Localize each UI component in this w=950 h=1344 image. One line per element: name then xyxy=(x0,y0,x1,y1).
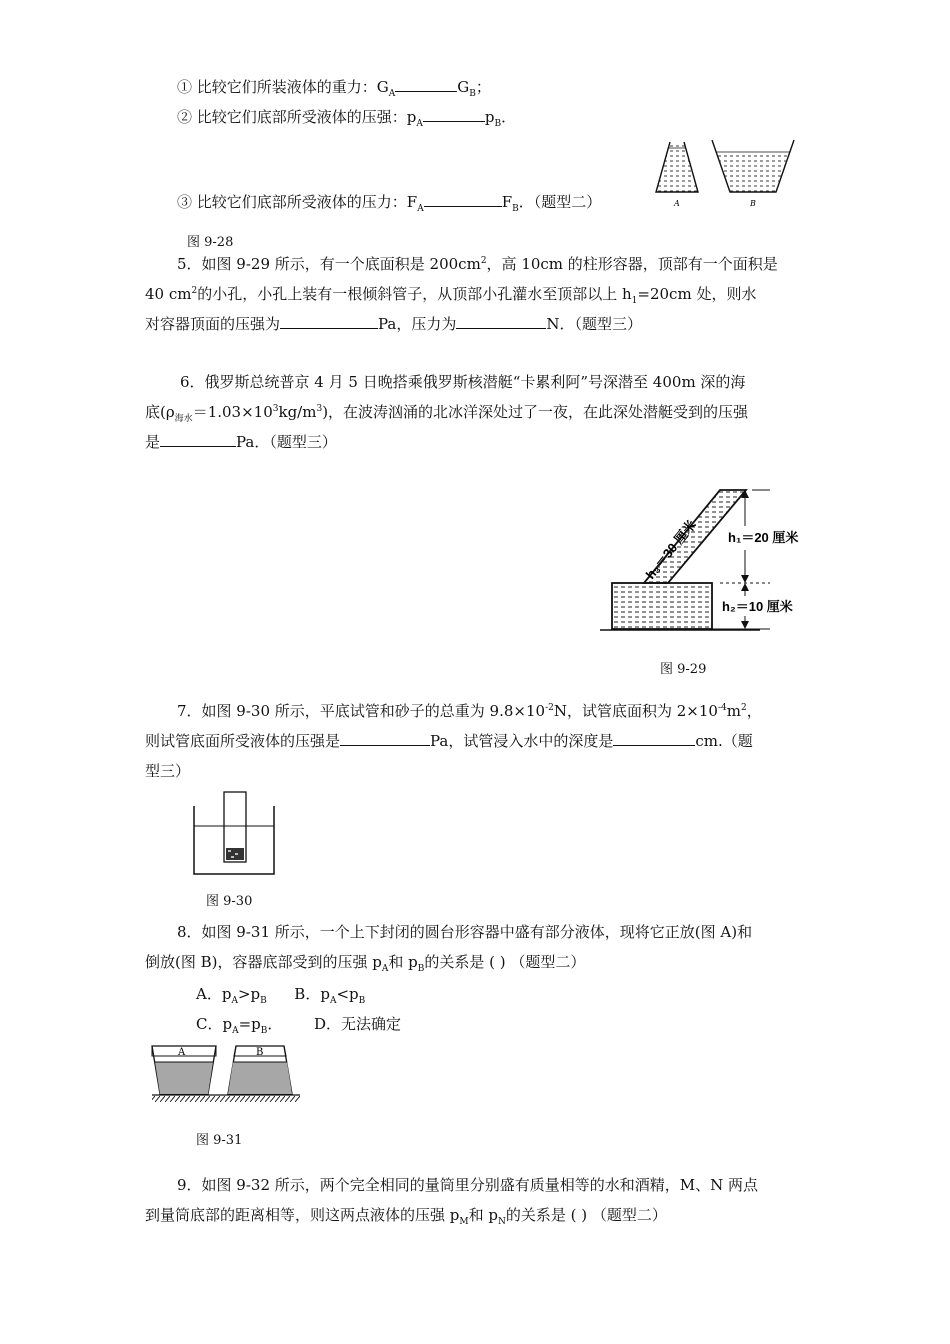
sub: A xyxy=(381,964,389,974)
q4-line1-mid: G xyxy=(457,78,470,96)
q6-line1 xyxy=(180,371,745,393)
figure-9-28 xyxy=(652,134,802,214)
q5-line3a: 对容器顶面的压强为 xyxy=(145,315,281,333)
answer-blank[interactable] xyxy=(160,432,236,447)
q5-line3 xyxy=(145,313,642,335)
q5-line2a: 40 cm xyxy=(145,285,192,303)
sub: M xyxy=(459,1217,469,1227)
figure-9-30 xyxy=(192,790,282,880)
q9-line2a: 到量筒底部的距离相等，则这两点液体的压强 p xyxy=(145,1206,460,1224)
q5-line2c: =20cm 处，则水 xyxy=(637,285,757,303)
figure-9-29 xyxy=(600,480,810,640)
q6-line3b: Pa．（题型三） xyxy=(236,433,337,451)
q4-line3-mid: F xyxy=(501,193,513,211)
answer-blank[interactable] xyxy=(395,77,457,92)
q5-line3c: N．（题型三） xyxy=(546,315,643,333)
sub: A xyxy=(416,119,423,129)
q7-line2a: 则试管底面所受液体的压强是 xyxy=(145,732,341,750)
sup: 3 xyxy=(272,404,279,414)
sub: 1 xyxy=(631,296,638,306)
q8-line2b: 和 p xyxy=(388,953,418,971)
h3-label: h₃＝30 厘米 xyxy=(642,517,700,582)
q7-line3-text: 型三） xyxy=(145,762,191,780)
caption-9-29: 图 9-29 xyxy=(660,662,707,677)
q9-line2b: 和 p xyxy=(468,1206,498,1224)
q7-line1b: N，试管底面积为 2×10 xyxy=(553,702,718,720)
q9-line2c: 的关系是 ( ) （题型二） xyxy=(505,1206,667,1224)
q5-line2 xyxy=(145,283,756,305)
q7-line2b: Pa，试管浸入水中的深度是 xyxy=(430,732,614,750)
sub: 海水 xyxy=(174,414,193,424)
fig-label-a: A xyxy=(178,1047,186,1058)
answer-blank[interactable] xyxy=(613,731,695,746)
q8-options-row2 xyxy=(196,1013,401,1035)
q5-line1b: ，高 10cm 的柱形容器，顶部有一个面积是 xyxy=(486,255,778,273)
option-d[interactable]: D．无法确定 xyxy=(313,1015,401,1033)
h1-label: h₁＝20 厘米 xyxy=(728,530,799,545)
q5-line1 xyxy=(177,253,778,275)
q4-line1-end: ； xyxy=(475,78,491,96)
answer-blank[interactable] xyxy=(424,192,502,207)
sub: B xyxy=(469,89,476,99)
sup: 2 xyxy=(740,703,747,713)
q9-line1-text: 9．如图 9-32 所示，两个完全相同的量筒里分别盛有质量相等的水和酒精，M、N 两点 xyxy=(177,1176,759,1194)
q6-line1-text: 6．俄罗斯总统普京 4 月 5 日晚搭乘俄罗斯核潜艇“卡累利阿”号深潜至 400m 深的海 xyxy=(180,373,746,391)
sup: -2 xyxy=(545,703,554,713)
caption-9-28: 图 9-28 xyxy=(187,235,234,250)
q5-line2b: 的小孔，小孔上装有一根倾斜管子，从顶部小孔灌水至顶部以上 h xyxy=(197,285,632,303)
sub: B xyxy=(494,119,502,129)
q4-line2-text: ② 比较它们底部所受液体的压强：p xyxy=(177,108,417,126)
fig-label-a: A xyxy=(674,199,680,208)
option-c[interactable]: C．$p_A=p_B$． xyxy=(196,1015,283,1036)
q6-line3a: 是 xyxy=(145,433,161,451)
sup: 2 xyxy=(191,286,198,296)
q8-options-row1 xyxy=(196,983,365,1005)
q7-line3 xyxy=(145,760,190,782)
q8-line2c: 的关系是 ( ) （题型二） xyxy=(424,953,586,971)
h2-label: h₂＝10 厘米 xyxy=(722,599,793,614)
q6-line2 xyxy=(145,401,748,423)
sup: 3 xyxy=(316,404,323,414)
q8-line2 xyxy=(145,951,585,973)
answer-blank[interactable] xyxy=(280,314,378,329)
answer-blank[interactable] xyxy=(456,314,546,329)
q5-line1a: 5．如图 9-29 所示，有一个底面积是 200cm xyxy=(177,255,481,273)
figure-9-31 xyxy=(150,1042,310,1112)
sub: A xyxy=(417,204,424,214)
caption-9-30: 图 9-30 xyxy=(206,894,253,909)
sub: B xyxy=(417,964,425,974)
q8-line2a: 倒放(图 B)，容器底部受到的压强 p xyxy=(145,953,382,971)
caption-9-31: 图 9-31 xyxy=(196,1133,243,1148)
q4-line2-mid: p xyxy=(484,108,495,126)
q7-line2 xyxy=(145,730,753,752)
q4-line2-end: ． xyxy=(501,108,517,126)
q6-line2d: )，在波涛汹涌的北冰洋深处过了一夜，在此深处潜艇受到的压强 xyxy=(322,403,749,421)
q6-line2b: ＝1.03×10 xyxy=(192,403,273,421)
q4-line3-end: ．（题型二） xyxy=(518,193,602,211)
q4-line1 xyxy=(177,76,491,98)
q7-line1 xyxy=(177,700,762,722)
sup: 2 xyxy=(480,256,487,266)
q7-line2c: cm.（题 xyxy=(695,732,753,750)
sub: A xyxy=(388,89,396,99)
q7-line1a: 7．如图 9-30 所示，平底试管和砂子的总重为 9.8×10 xyxy=(177,702,546,720)
sup: -4 xyxy=(717,703,727,713)
q6-line2c: kg/m xyxy=(278,403,317,421)
answer-blank[interactable] xyxy=(340,731,430,746)
q4-line3-text: ③ 比较它们底部所受液体的压力：F xyxy=(177,193,418,211)
q6-line3 xyxy=(145,431,337,453)
q4-line3 xyxy=(177,191,601,213)
answer-blank[interactable] xyxy=(423,107,485,122)
q7-line1d: ， xyxy=(746,702,762,720)
q4-line2 xyxy=(177,106,516,128)
q9-line1 xyxy=(177,1174,758,1196)
sub: N xyxy=(497,1217,506,1227)
option-a[interactable]: A．$p_A>p_B$ xyxy=(196,985,267,1006)
q8-line1-text: 8．如图 9-31 所示，一个上下封闭的圆台形容器中盛有部分液体，现将它正放(图 A)和 xyxy=(177,923,753,941)
fig-label-b: B xyxy=(256,1047,264,1058)
fig-label-b: B xyxy=(750,199,756,208)
q4-line1-text: ① 比较它们所装液体的重力：G xyxy=(177,78,389,96)
q8-line1 xyxy=(177,921,752,943)
q7-line1c: m xyxy=(726,702,741,720)
q5-line3b: Pa，压力为 xyxy=(378,315,457,333)
q6-line2a: 底(ρ xyxy=(145,403,175,421)
sub: B xyxy=(512,204,519,214)
q9-line2 xyxy=(145,1204,667,1226)
option-b[interactable]: B．$p_A<p_B$ xyxy=(294,985,366,1006)
